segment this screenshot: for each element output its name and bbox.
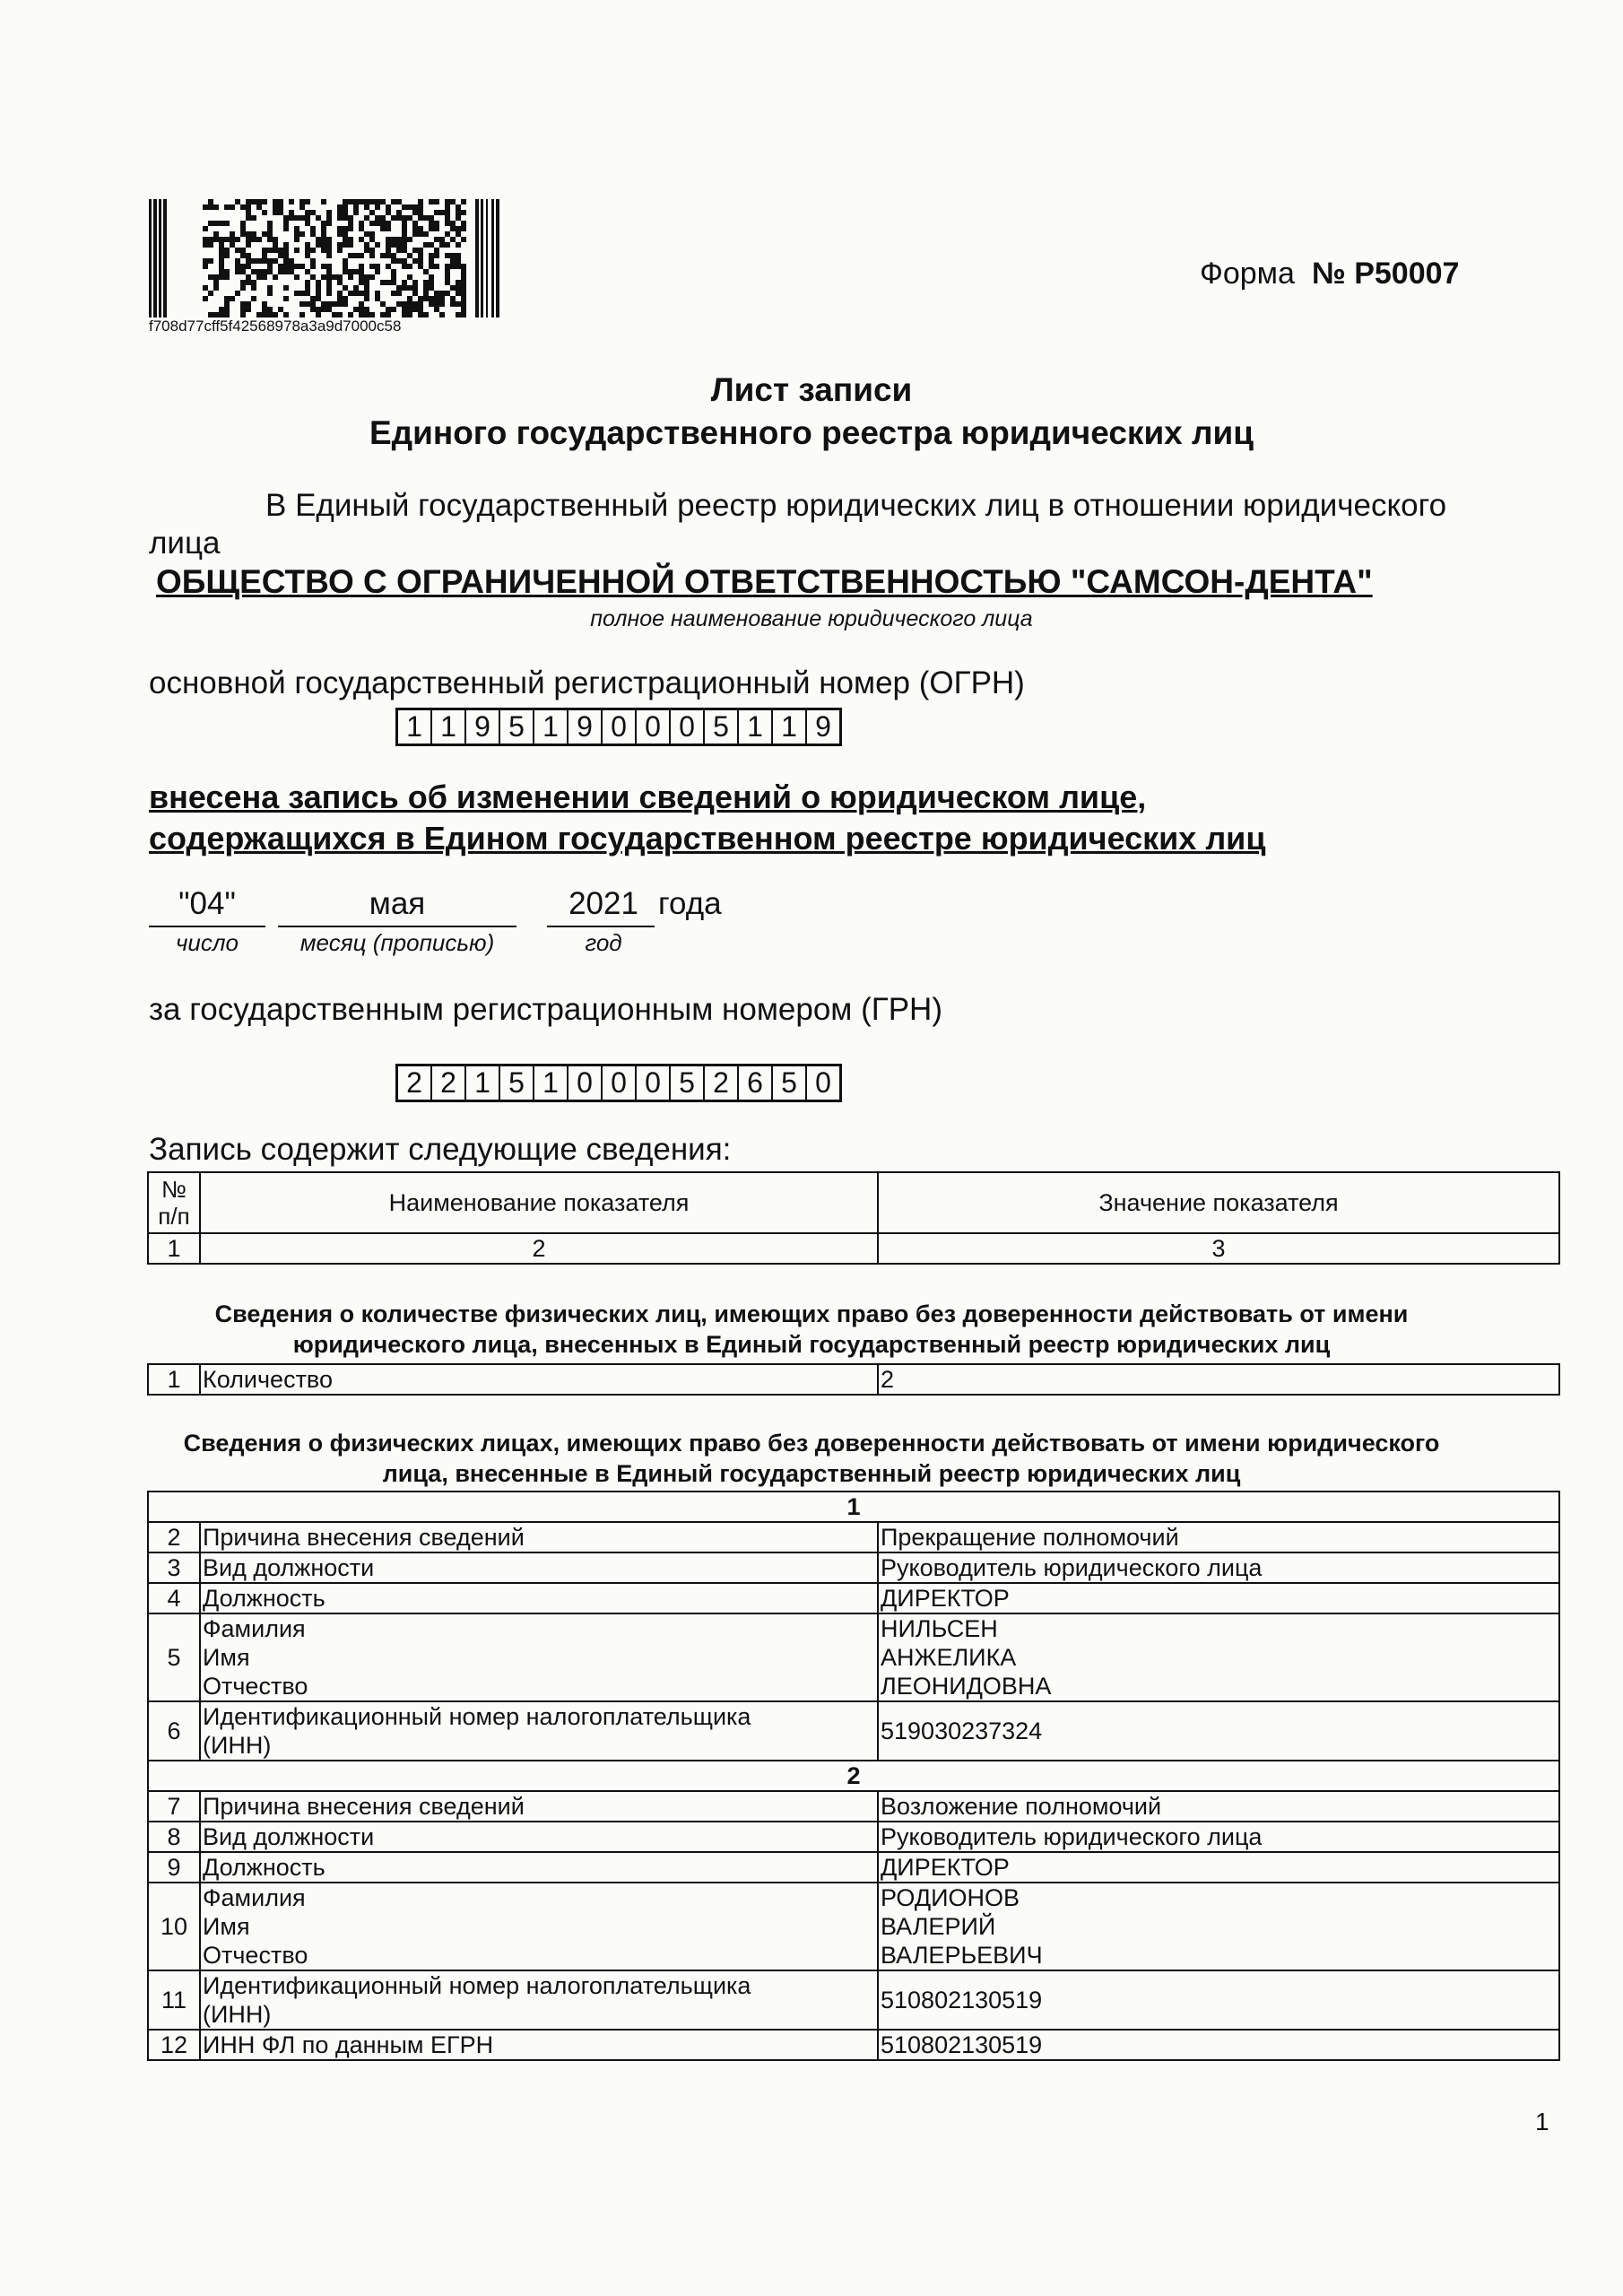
grn-digit: 0 bbox=[815, 1066, 831, 1099]
page-title-line2: Единого государственного реестра юридических лиц bbox=[369, 414, 1254, 451]
group-row bbox=[148, 1761, 1559, 1791]
intro-line2: лица bbox=[149, 526, 221, 561]
section1-title-line2: юридического лица, внесенных в Единый государственный реестр юридических лиц bbox=[292, 1331, 1331, 1358]
group-number: 1 bbox=[148, 1492, 1559, 1522]
page-title-line1: Лист записи bbox=[710, 371, 913, 408]
grn-digit: 2 bbox=[705, 1066, 739, 1100]
grn-digit: 5 bbox=[500, 1066, 534, 1100]
grn-digit: 2 bbox=[432, 1066, 466, 1100]
row-number: 10 bbox=[148, 1883, 200, 1970]
header-value: Значение показателя bbox=[878, 1172, 1559, 1233]
ogrn-digit: 5 bbox=[500, 710, 534, 744]
ogrn-digit: 9 bbox=[466, 710, 500, 744]
grn-digit: 0 bbox=[637, 1066, 671, 1100]
form-prefix: Форма bbox=[1200, 257, 1295, 291]
indicator-name bbox=[200, 1883, 878, 1970]
indicator-name-line: Имя bbox=[203, 1913, 250, 1940]
date-year-suffix: года bbox=[658, 886, 722, 921]
barcode-image bbox=[149, 199, 520, 317]
header-num: № п/п bbox=[148, 1172, 200, 1233]
indicator-name: Вид должности bbox=[200, 1552, 878, 1583]
indicator-value bbox=[878, 1613, 1559, 1701]
contents-label: Запись содержит следующие сведения: bbox=[149, 1132, 732, 1167]
indicator-name-line: Фамилия bbox=[203, 1615, 306, 1642]
date-day-caption: число bbox=[175, 929, 239, 956]
ogrn-digit: 1 bbox=[739, 710, 773, 744]
group-number: 2 bbox=[148, 1761, 1559, 1791]
grn-digit: 6 bbox=[739, 1066, 773, 1100]
ogrn-digit: 1 bbox=[534, 710, 568, 744]
form-number: № Р50007 bbox=[1311, 257, 1460, 291]
indicator-value: Возложение полномочий bbox=[878, 1791, 1559, 1822]
barcode-code: f708d77cff5f42568978a3a9d7000c58 bbox=[149, 317, 402, 335]
date-year: 2021 bbox=[568, 886, 638, 921]
indicator-name-line: (ИНН) bbox=[203, 1732, 272, 1759]
form-label bbox=[1200, 257, 1459, 291]
row-number: 12 bbox=[148, 2030, 200, 2060]
indicator-value: ДИРЕКТОР bbox=[878, 1852, 1559, 1883]
table-row bbox=[148, 1701, 1559, 1761]
section2-title-line1: Сведения о физических лицах, имеющих право без доверенности действовать от имени юридического bbox=[183, 1430, 1440, 1457]
ogrn-digit: 1 bbox=[432, 710, 466, 744]
indicator-value: 510802130519 bbox=[878, 1970, 1559, 2030]
grn-digit: 0 bbox=[603, 1066, 637, 1100]
indicator-name-line: Идентификационный номер налогоплательщика bbox=[203, 1972, 751, 1999]
grn-digit: 1 bbox=[534, 1066, 568, 1100]
indicator-name-line: Отчество bbox=[203, 1673, 308, 1700]
indicator-value-line: АНЖЕЛИКА bbox=[881, 1644, 1017, 1671]
header-col3: 3 bbox=[878, 1233, 1559, 1264]
table-row bbox=[148, 1613, 1559, 1701]
table-row bbox=[148, 2030, 1559, 2060]
row-number: 1 bbox=[148, 1364, 200, 1395]
section2-title-line2: лица, внесенные в Единый государственный реестр юридических лиц bbox=[382, 1460, 1241, 1487]
intro-line1: В Единый государственный реестр юридических лиц в отношении юридического bbox=[265, 488, 1447, 523]
entry-line1: внесена запись об изменении сведений о юридическом лице, bbox=[149, 778, 1147, 815]
header-col2: 2 bbox=[200, 1233, 878, 1264]
ogrn-digit: 1 bbox=[398, 710, 432, 744]
indicator-value: Руководитель юридического лица bbox=[878, 1822, 1559, 1852]
date-month: мая bbox=[369, 886, 426, 921]
indicator-name bbox=[200, 1613, 878, 1701]
header-name: Наименование показателя bbox=[200, 1172, 878, 1233]
ogrn-digit: 0 bbox=[603, 710, 637, 744]
table-row bbox=[148, 1522, 1559, 1552]
table-row bbox=[148, 1552, 1559, 1583]
row-number: 4 bbox=[148, 1583, 200, 1613]
grn-digit: 5 bbox=[773, 1066, 807, 1100]
grn-digit-boxes bbox=[395, 1064, 842, 1102]
table-row bbox=[148, 1852, 1559, 1883]
indicator-value: 510802130519 bbox=[878, 2030, 1559, 2060]
ogrn-digit: 9 bbox=[815, 710, 831, 743]
indicator-name-line: Фамилия bbox=[203, 1884, 306, 1911]
indicator-name: Причина внесения сведений bbox=[200, 1522, 878, 1552]
indicator-name: Должность bbox=[200, 1852, 878, 1883]
organization-name: ОБЩЕСТВО С ОГРАНИЧЕННОЙ ОТВЕТСТВЕННОСТЬЮ "САМСОН-ДЕНТА" bbox=[156, 563, 1373, 600]
indicator-name: Количество bbox=[200, 1364, 878, 1395]
section1-title-line1: Сведения о количестве физических лиц, имеющих право без доверенности действовать от имени bbox=[214, 1300, 1409, 1327]
indicator-name-line: Идентификационный номер налогоплательщика bbox=[203, 1703, 751, 1730]
indicator-name: ИНН ФЛ по данным ЕГРН bbox=[200, 2030, 878, 2060]
indicator-name bbox=[200, 1701, 878, 1761]
grn-digit: 0 bbox=[568, 1066, 603, 1100]
indicator-value bbox=[878, 1883, 1559, 1970]
date-year-caption: год bbox=[585, 929, 622, 956]
contents-header-table bbox=[147, 1171, 1560, 1265]
row-number: 11 bbox=[148, 1970, 200, 2030]
indicator-value-line: ВАЛЕРЬЕВИЧ bbox=[881, 1942, 1043, 1969]
header-col1: 1 bbox=[148, 1233, 200, 1264]
indicator-value-line: НИЛЬСЕН bbox=[881, 1615, 998, 1642]
row-number: 2 bbox=[148, 1522, 200, 1552]
indicator-name-line: (ИНН) bbox=[203, 2001, 272, 2028]
date-month-caption: месяц (прописью) bbox=[299, 929, 495, 956]
indicator-value-line: ЛЕОНИДОВНА bbox=[881, 1673, 1052, 1700]
table-row bbox=[148, 1364, 1559, 1395]
section2-table bbox=[147, 1491, 1560, 2061]
ogrn-digit: 9 bbox=[568, 710, 603, 744]
grn-digit: 1 bbox=[466, 1066, 500, 1100]
indicator-value: 519030237324 bbox=[878, 1701, 1559, 1761]
indicator-name-line: Имя bbox=[203, 1644, 250, 1671]
ogrn-digit: 1 bbox=[773, 710, 807, 744]
indicator-value: ДИРЕКТОР bbox=[878, 1583, 1559, 1613]
date-year-line bbox=[547, 926, 655, 927]
grn-digit: 2 bbox=[398, 1066, 432, 1100]
indicator-value-line: РОДИОНОВ bbox=[881, 1884, 1020, 1911]
group-row bbox=[148, 1492, 1559, 1522]
date-day: "04" bbox=[178, 886, 236, 921]
ogrn-digit: 0 bbox=[671, 710, 705, 744]
indicator-name bbox=[200, 1970, 878, 2030]
indicator-value-line: ВАЛЕРИЙ bbox=[881, 1913, 996, 1940]
indicator-name: Должность bbox=[200, 1583, 878, 1613]
indicator-name: Причина внесения сведений bbox=[200, 1791, 878, 1822]
indicator-name: Вид должности bbox=[200, 1822, 878, 1852]
table-row bbox=[148, 1583, 1559, 1613]
date-day-line bbox=[149, 926, 265, 927]
date-month-line bbox=[278, 926, 516, 927]
page-number: 1 bbox=[1535, 2108, 1549, 2135]
indicator-value: Руководитель юридического лица bbox=[878, 1552, 1559, 1583]
indicator-value: 2 bbox=[878, 1364, 1559, 1395]
table-row bbox=[148, 1791, 1559, 1822]
section1-table bbox=[147, 1363, 1560, 1396]
row-number: 5 bbox=[148, 1613, 200, 1701]
organization-caption: полное наименование юридического лица bbox=[590, 606, 1033, 631]
row-number: 8 bbox=[148, 1822, 200, 1852]
row-number: 9 bbox=[148, 1852, 200, 1883]
table-row bbox=[148, 1970, 1559, 2030]
grn-digit: 5 bbox=[671, 1066, 705, 1100]
row-number: 6 bbox=[148, 1701, 200, 1761]
ogrn-label: основной государственный регистрационный номер (ОГРН) bbox=[149, 665, 1025, 700]
row-number: 3 bbox=[148, 1552, 200, 1583]
entry-line2: содержащихся в Едином государственном реестре юридических лиц bbox=[149, 820, 1266, 857]
table-row bbox=[148, 1822, 1559, 1852]
indicator-name-line: Отчество bbox=[203, 1942, 308, 1969]
indicator-value: Прекращение полномочий bbox=[878, 1522, 1559, 1552]
ogrn-digit: 5 bbox=[705, 710, 739, 744]
grn-label: за государственным регистрационным номером (ГРН) bbox=[149, 992, 942, 1027]
ogrn-digit: 0 bbox=[637, 710, 671, 744]
ogrn-digit-boxes bbox=[395, 708, 842, 746]
table-row bbox=[148, 1883, 1559, 1970]
row-number: 7 bbox=[148, 1791, 200, 1822]
